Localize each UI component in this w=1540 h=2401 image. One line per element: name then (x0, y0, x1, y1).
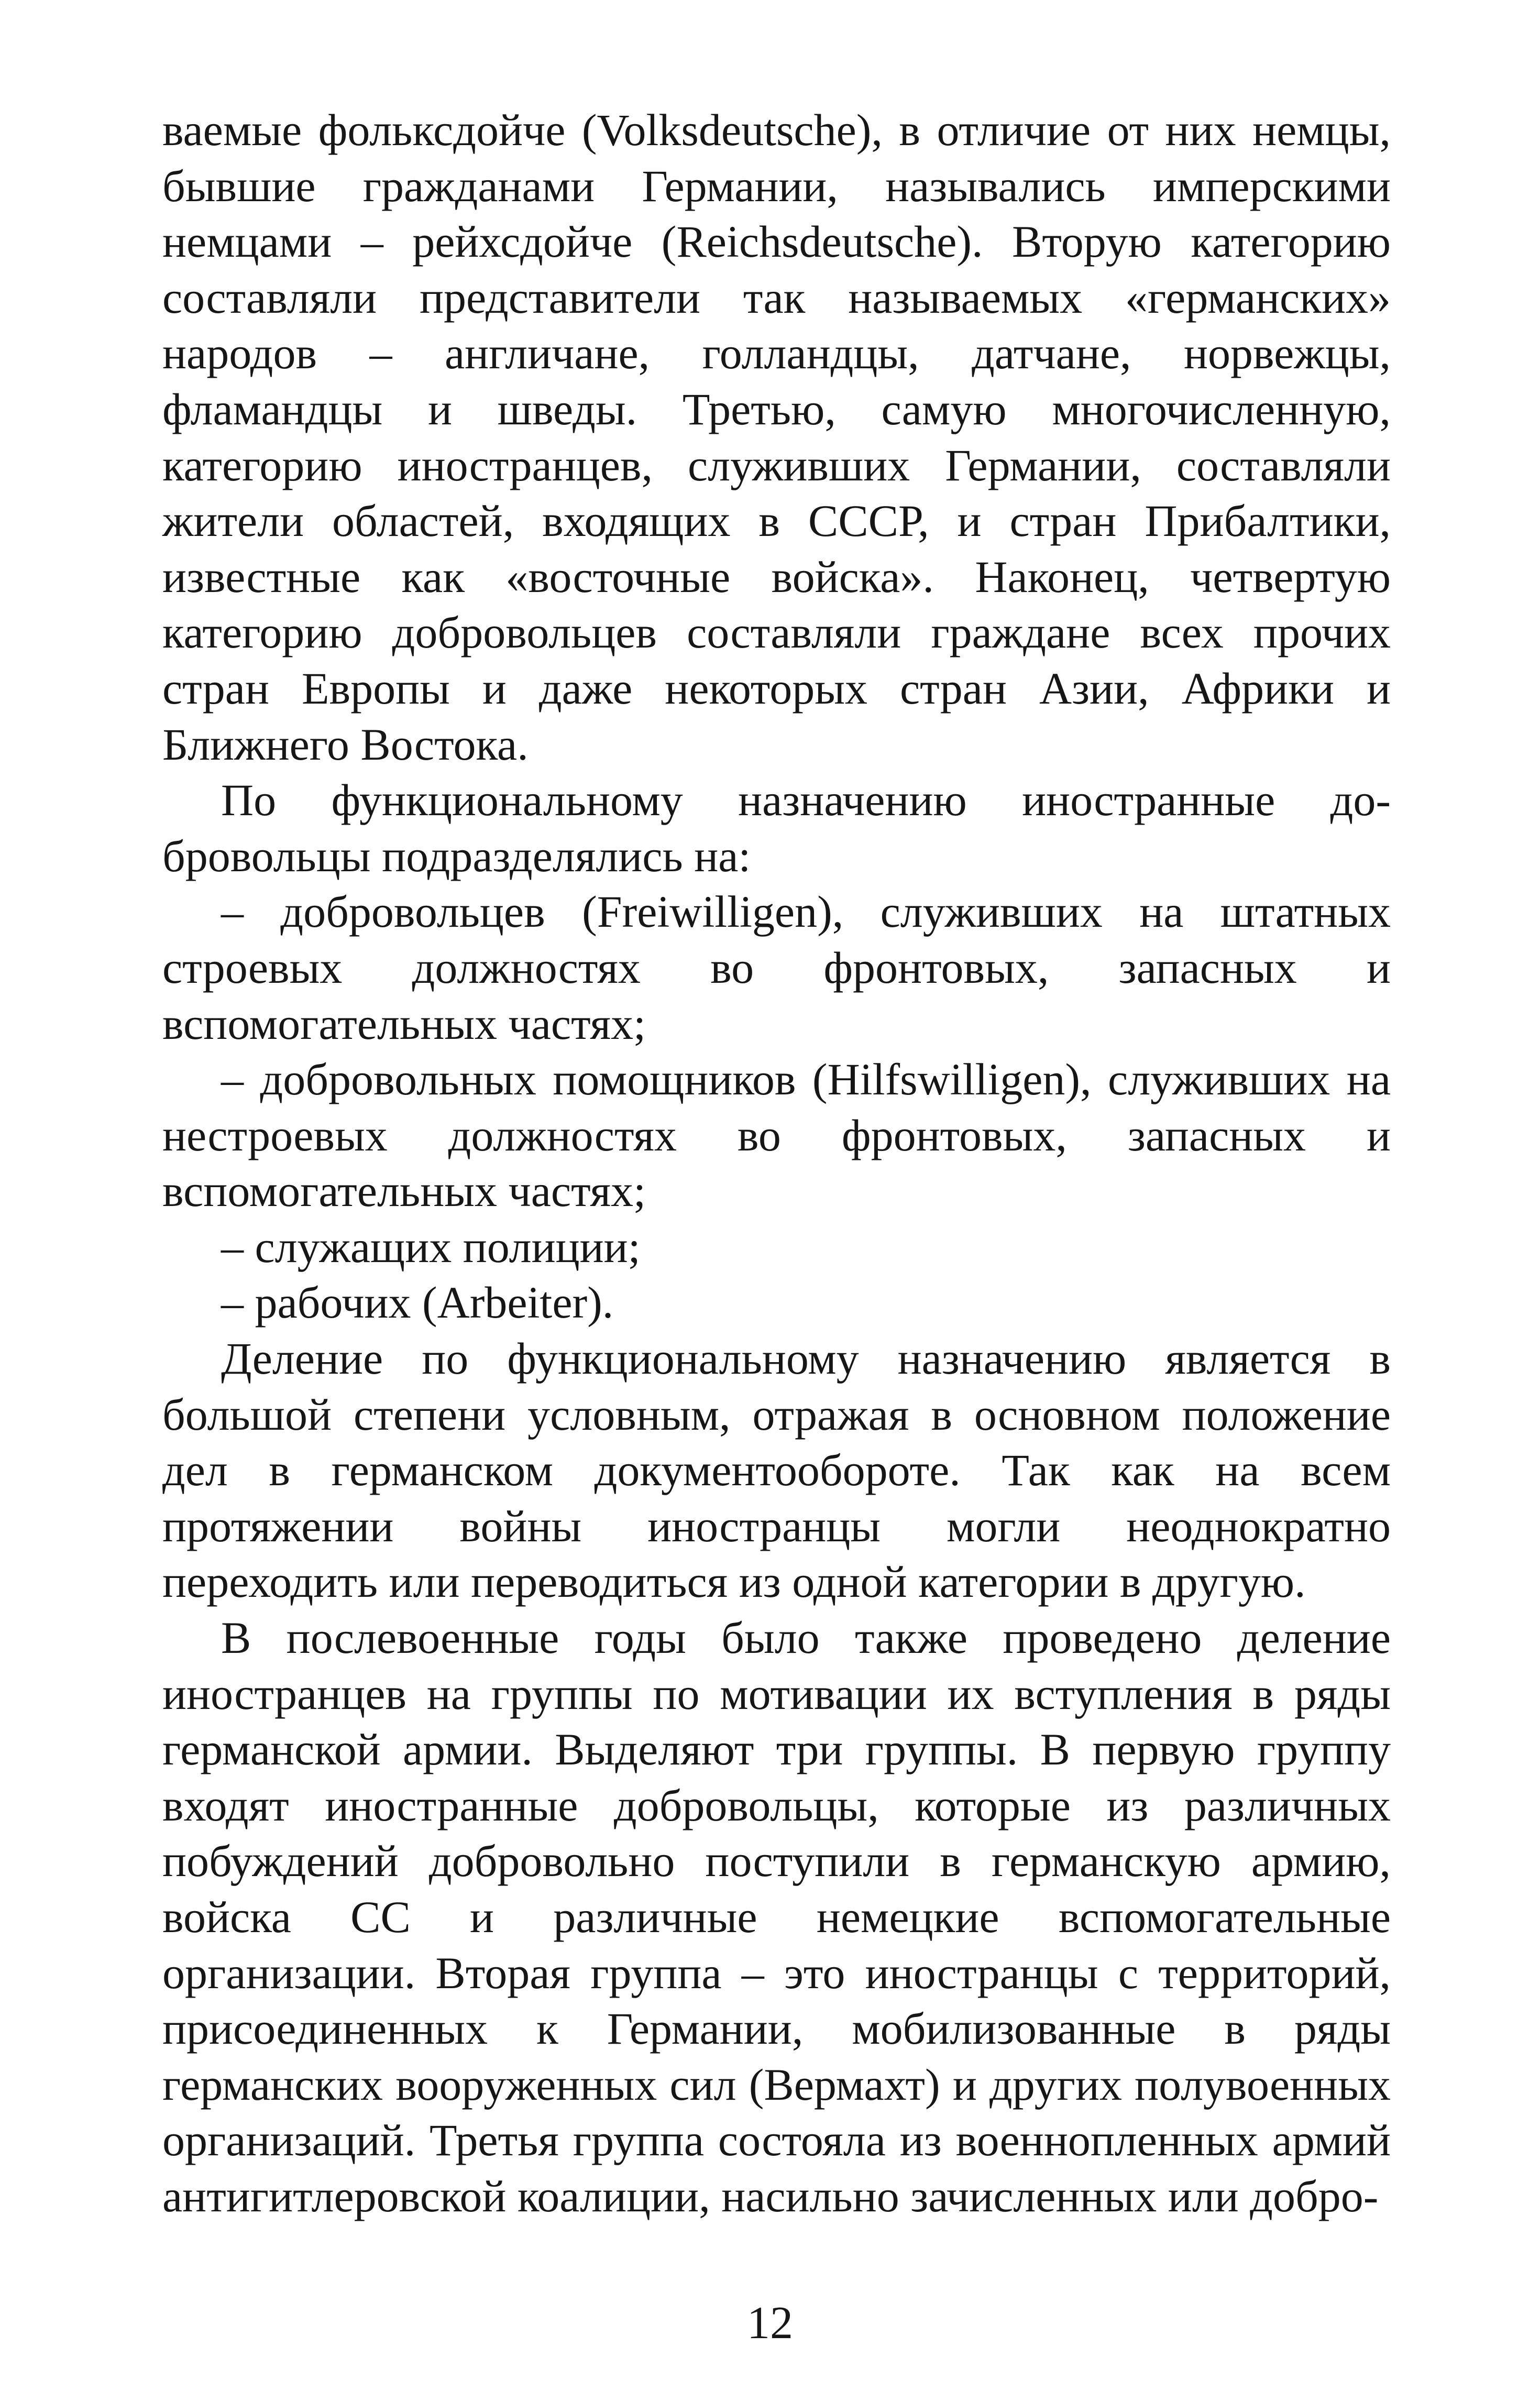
paragraph-volksdeutsche: ваемые фольксдойче (Volksdeutsche), в отличие от них немцы, бывшие гражданами Германии, назывались имперскими немцами – рейхсдойче (Reichsdeutsche). Вторую категорию составляли представители так называемых «германских» народов – англичане, голландцы, датчане, норвежцы, фламандцы и шведы. Третью, самую многочисленную, категорию иностранцев, служивших Германии, составляли жители областей, входящих в СССР, и стран Прибалтики, известные как «восточные войска». Наконец, четвертую категорию добровольцев составляли граждане всех прочих стран Европы и даже некоторых стран Азии, Африки и Ближнего Востока. (162, 105, 1391, 770)
list-item-hilfswilligen: – добровольных помощников (Hilfswilligen), служивших на нестроевых должностях во фронтовых, запасных и вспомогательных частях; (162, 1054, 1391, 1216)
paragraph-functional-division-intro: По функциональному назначению иностранные добровольцы подразделялись на: (162, 775, 1391, 881)
list-item-police: – служащих полиции; (221, 1221, 641, 1272)
paragraph-conditional-division: Деление по функциональному назначению является в большой степени условным, отражая в основном положение дел в германском документообороте. Так как на всем протяжении войны иностранцы могли неоднократно переходить или переводиться из одной категории в другую. (162, 1333, 1391, 1607)
list-item-freiwilligen: – добровольцев (Freiwilligen), служивших на штатных строевых должностях во фронтовых, запасных и вспомогательных частях; (162, 886, 1391, 1049)
page-body (162, 102, 1391, 2224)
page-number: 12 (747, 2298, 793, 2349)
paragraph-postwar-groups: В послевоенные годы было также проведено деление иностранцев на группы по мотивации их вступления в ряды германской армии. Выделяют три группы. В первую группу входят иностранные добровольцы, которые из различных побуждений добровольно поступили в германскую армию, войска СС и различные немецкие вспомогательные организации. Вторая группа – это иностранцы с территорий, присоединенных к Германии, мобилизованные в ряды германских вооруженных сил (Вермахт) и других полувоенных организаций. Третья группа состояла из военнопленных армий антигитлеровской коалиции, насильно зачисленных или добро- (162, 1613, 1391, 2221)
list-item-arbeiter: – рабочих (Arbeiter). (221, 1277, 614, 1328)
